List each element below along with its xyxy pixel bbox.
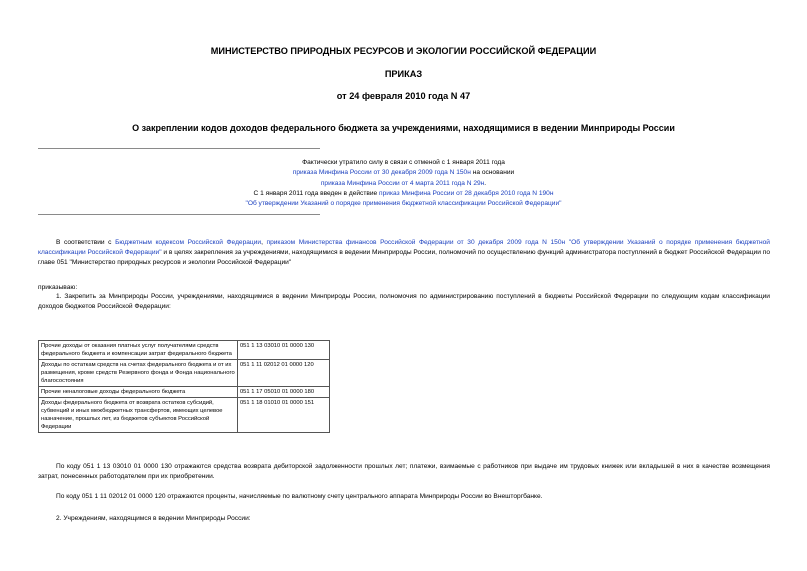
link-budget-code[interactable]: Бюджетным кодексом Российской Федерации xyxy=(115,239,262,246)
document-subject: О закреплении кодов доходов федерального бюджета за учреждениями, находящимися в ведении Минприроды России xyxy=(132,123,675,133)
status-note-line: приказа Минфина России от 30 декабря 2009 года N 150н на основании xyxy=(292,169,515,177)
table-row xyxy=(39,387,330,398)
status-note xyxy=(0,158,807,209)
explanation-code-2: По коду 051 1 11 02012 01 0000 120 отражаются проценты, начисляемые по валютному счету центрального аппарата Минприроды России во Внешторгбанке. xyxy=(56,493,543,500)
table-row xyxy=(39,398,330,433)
item-1: 1. Закрепить за Минприроды России, учреждениями, находящимися в ведении Минприроды России, полномочия по администрированию поступлений в бюджеты Российской Федерации по следующим кодам классификации доходов бюджетов Российской Федерации: xyxy=(38,293,770,310)
status-note-line xyxy=(0,199,807,209)
ministry-title: МИНИСТЕРСТВО ПРИРОДНЫХ РЕСУРСОВ И ЭКОЛОГИИ РОССИЙСКОЙ ФЕДЕРАЦИИ xyxy=(210,46,597,56)
link-minfin-190n[interactable]: приказ Минфина России от 28 декабря 2010 года N 190н xyxy=(379,189,554,197)
income-code-cell: 051 1 11 02012 01 0000 120 xyxy=(237,360,329,387)
income-name-cell: Прочие доходы от оказания платных услуг получателями средств федерального бюджета и компенсации затрат федерального бюджета xyxy=(39,341,238,360)
link-budget-classification[interactable]: "Об утверждении Указаний о порядке применения бюджетной классификации Российской Федерации" xyxy=(245,200,562,208)
item-2: 2. Учреждениям, находящимся в ведении Минприроды России: xyxy=(56,515,251,522)
status-note-line: Фактически утратило силу в связи с отменой с 1 января 2011 года xyxy=(302,159,505,166)
income-codes-table xyxy=(38,340,330,433)
explanation-code-1: По коду 051 1 13 03010 01 0000 130 отражаются средства возврата дебиторской задолженности прошлых лет; платежи, взимаемые с работников при выдаче им трудовых книжек или вкладышей в них в качестве возмещения затрат, понесенных работодателем при их приобретении. xyxy=(38,463,770,480)
income-name-cell: Доходы по остаткам средств на счетах федерального бюджета и от их размещения, кроме средств Резервного фонда и Фонда национального благосостояния xyxy=(39,360,238,387)
income-code-cell: 051 1 13 03010 01 0000 130 xyxy=(237,341,329,360)
table-row xyxy=(39,341,330,360)
status-note-line: приказа Минфина России от 4 марта 2011 года N 29н. xyxy=(320,179,487,187)
divider-top xyxy=(38,148,320,149)
document-date-number: от 24 февраля 2010 года N 47 xyxy=(336,91,471,101)
income-name-cell: Доходы федерального бюджета от возврата остатков субсидий, субвенций и иных межбюджетных трансфертов, имеющих целевое назначение, прошлых лет, из бюджетов субъектов Российской Федерации xyxy=(39,398,238,433)
link-minfin-order-150n[interactable]: приказом Министерства финансов Российской Федерации от 30 декабря 2009 года N 150н "Об утверждении Указаний о порядке применения бюджетной классификации Российской Федерации" xyxy=(38,239,770,256)
link-minfin-29n[interactable]: приказа Минфина России от 4 марта 2011 года N 29н xyxy=(320,179,485,187)
document-type: ПРИКАЗ xyxy=(384,69,423,79)
income-code-cell: 051 1 17 05010 01 0000 180 xyxy=(237,387,329,398)
income-name-cell: Прочие неналоговые доходы федерального бюджета xyxy=(39,387,238,398)
divider-bottom xyxy=(38,214,320,215)
income-code-cell: 051 1 18 01010 01 0000 151 xyxy=(237,398,329,433)
link-minfin-150n[interactable]: приказа Минфина России от 30 декабря 2009 года N 150н xyxy=(292,169,471,177)
status-note-line: С 1 января 2011 года введен в действие приказ Минфина России от 28 декабря 2010 года N 190н xyxy=(253,189,554,197)
preamble-paragraph: В соответствии с Бюджетным кодексом Российской Федерации, приказом Министерства финансов Российской Федерации от 30 декабря 2009 года N 150н "Об утверждении Указаний о порядке применения бюджетной классификации Российской Федерации" и в целях закрепления за учреждениями, находящимися в ведении Минприроды России, полномочий по осуществлению функций администратора поступлений в бюджет Российской Федерации по главе 051 "Министерство природных ресурсов и экологии Российской Федерации" xyxy=(38,239,770,266)
table-row xyxy=(39,360,330,387)
order-word: приказываю: xyxy=(38,284,78,291)
